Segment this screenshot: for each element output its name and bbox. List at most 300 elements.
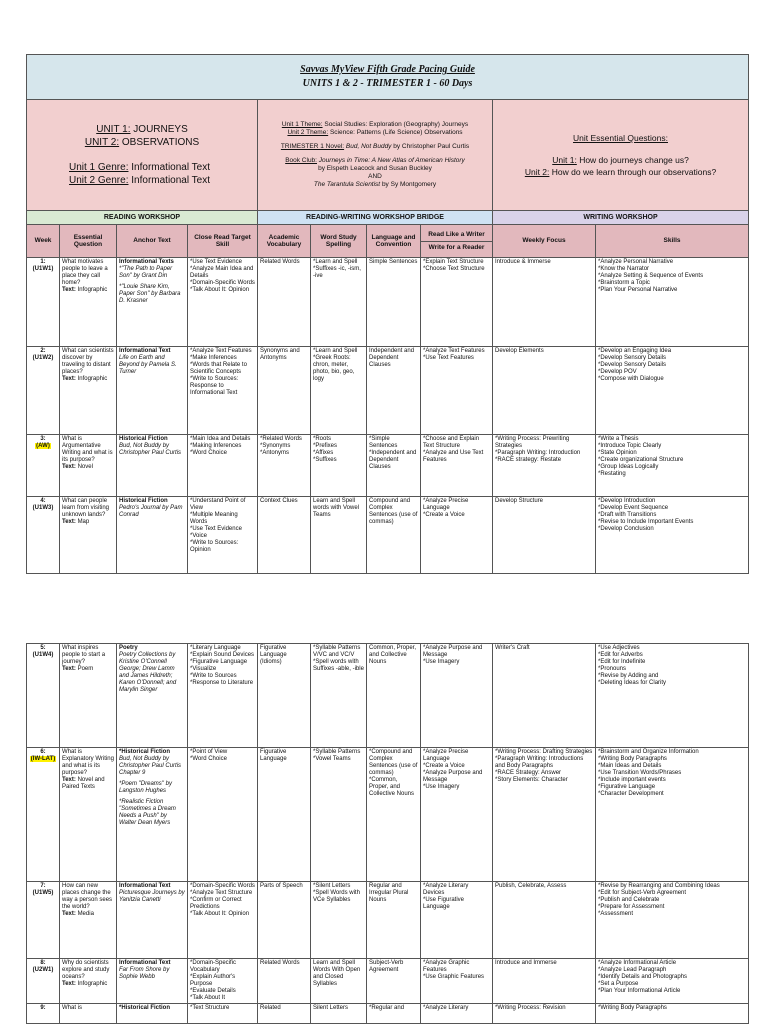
eq-heading: Unit Essential Questions: — [573, 133, 668, 143]
week-code-text: (U1W5) — [32, 890, 54, 896]
skills-cell — [596, 959, 749, 1004]
skills-cell — [596, 1004, 749, 1024]
close-read-cell — [188, 748, 258, 882]
col-read-like-writer — [421, 225, 493, 258]
language-cell — [367, 435, 421, 497]
read-like-writer-cell — [421, 748, 493, 882]
academic-vocab-cell — [258, 748, 311, 882]
week-number: 1: — [40, 259, 46, 265]
academic-vocab-line: *Antonyms — [260, 450, 290, 456]
read-like-writer-label: Read Like a Writer — [421, 231, 492, 242]
weekly-focus-line: Writer's Craft — [495, 645, 530, 651]
week-code-text: (U1W3) — [32, 505, 54, 511]
read-like-writer-cell — [421, 1004, 493, 1024]
skills-line: *Publish and Celebrate — [598, 897, 660, 903]
academic-vocab-line: Related Words — [260, 960, 300, 966]
word-study-line: *Syllable Patterns V/VC and VC/V — [313, 645, 361, 658]
word-study-cell — [311, 882, 367, 959]
skills-line: *Restating — [598, 471, 626, 477]
read-like-writer-line: *Create a Voice — [423, 512, 465, 518]
skills-line: *Use Transition Words/Phrases — [598, 770, 682, 776]
week-row — [27, 748, 749, 882]
bridge-workshop-header: READING-WRITING WORKSHOP BRIDGE — [258, 211, 493, 225]
academic-vocab-line: Synonyms and Antonyms — [260, 348, 300, 361]
week-cell — [27, 258, 60, 347]
skills-line: *Assessment — [598, 911, 634, 917]
text-type-label: Text: — [62, 464, 78, 470]
close-read-line: *Figurative Language — [190, 659, 248, 665]
week-code-text: (U1W1) — [32, 266, 54, 272]
text-type-value: Infographic — [77, 287, 108, 293]
pacing-table-top — [26, 54, 749, 574]
close-read-line: *Domain-Specific Vocabulary — [190, 960, 237, 973]
weekly-focus-cell — [493, 748, 596, 882]
skills-line: *Analyze Setting & Sequence of Events — [598, 273, 704, 279]
col-anchor-text: Anchor Text — [117, 225, 188, 258]
word-study-line: Learn and Spell Words With Open and Closed Syllables — [313, 960, 361, 987]
text-type — [62, 666, 114, 673]
skills-line: *Use Adjectives — [598, 645, 640, 651]
weekly-focus-line: Develop Elements — [495, 348, 544, 354]
academic-vocab-line: Figurative Language — [260, 749, 287, 762]
skills-line: *Edit for Adverbs — [598, 652, 643, 658]
language-line: Common, Proper, and Collective Nouns — [369, 645, 417, 665]
eq1-text: How do journeys change us? — [579, 155, 689, 165]
text-type-value: Map — [77, 519, 90, 525]
academic-vocab-cell — [258, 644, 311, 748]
word-study-line: *Learn and Spell — [313, 259, 358, 265]
close-read-line: *Write to Sources — [190, 673, 237, 679]
club-authors: by Elspeth Leacock and Susan Buckley — [318, 165, 432, 172]
week-cell — [27, 748, 60, 882]
language-line: *Regular and — [369, 1005, 405, 1011]
read-like-writer-cell — [421, 959, 493, 1004]
anchor-text-cell — [117, 882, 188, 959]
essential-question-cell — [60, 347, 117, 435]
word-study-cell — [311, 347, 367, 435]
essential-question-cell — [60, 435, 117, 497]
novel-label: TRIMESTER 1 Novel: — [280, 143, 345, 150]
genre2-value: Informational Text — [131, 175, 211, 186]
eq1-label: Unit 1: — [552, 155, 577, 165]
word-study-line: *Affixes — [313, 450, 334, 456]
skills-cell — [596, 497, 749, 574]
novel-author: by Christopher Paul Curtis — [393, 143, 470, 150]
language-cell — [367, 497, 421, 574]
text-type — [62, 287, 114, 294]
weekly-focus-line: *Writing Process: Drafting Strategies — [495, 749, 593, 755]
skills-line: *Develop an Engaging Idea — [598, 348, 672, 354]
read-like-writer-cell — [421, 347, 493, 435]
skills-line: *Develop POV — [598, 369, 637, 375]
week-number: 2: — [40, 348, 46, 354]
skills-line: *Edit for Subject-Verb Agreement — [598, 890, 687, 896]
skills-cell — [596, 347, 749, 435]
genre2-label: Unit 2 Genre: — [69, 175, 129, 186]
skills-line: *Develop Introduction — [598, 498, 656, 504]
weekly-focus-cell — [493, 497, 596, 574]
read-like-writer-line: *Use Graphic Features — [423, 974, 485, 980]
col-essential-question: Essential Question — [60, 225, 117, 258]
skills-line: *State Opinion — [598, 450, 637, 456]
skills-line: *Develop Sensory Details — [598, 355, 667, 361]
skills-line: *Brainstorm a Topic — [598, 280, 650, 286]
language-line: Independent and Dependent Clauses — [369, 348, 415, 368]
skills-line: *Analyze Informational Article — [598, 960, 677, 966]
skills-line: *Plan Your Informational Article — [598, 988, 681, 994]
title-line-1: Savvas MyView Fifth Grade Pacing Guide — [300, 64, 475, 75]
anchor-title: Bud, Not Buddy by Christopher Paul Curtis — [119, 443, 182, 456]
weekly-focus-line: *RACE strategy: Restate — [495, 457, 562, 463]
week-code — [29, 443, 57, 450]
text-type — [62, 519, 114, 526]
close-read-line: *Text Structure — [190, 1005, 230, 1011]
read-like-writer-line: *Use Figurative Language — [423, 897, 465, 910]
read-like-writer-cell — [421, 258, 493, 347]
language-line: *Independent and Dependent Clauses — [369, 450, 417, 470]
close-read-line: *Write to Sources: Opinion — [190, 540, 239, 553]
read-like-writer-line: *Use Imagery — [423, 659, 460, 665]
skills-line: *Character Development — [598, 791, 664, 797]
close-read-line: *Response to Literature — [190, 680, 254, 686]
read-like-writer-line: *Use Imagery — [423, 784, 460, 790]
text-type-value: Infographic — [77, 376, 108, 382]
close-read-cell — [188, 959, 258, 1004]
text-type-label: Text: — [62, 981, 78, 987]
language-cell — [367, 748, 421, 882]
theme2-value: Science: Patterns (Life Science) Observations — [329, 129, 463, 136]
skills-line: *Writing Body Paragraphs — [598, 756, 667, 762]
week-code — [29, 967, 57, 974]
write-for-reader-label: Write for a Reader — [428, 243, 485, 251]
unit2-label: UNIT 2: — [84, 137, 120, 148]
close-read-line: *Talk About It — [190, 995, 226, 1001]
close-read-line: *Write to Sources: Response to Informational Text — [190, 376, 239, 396]
academic-vocab-line: Related Words — [260, 259, 300, 265]
club-label: Book Club: — [285, 157, 317, 164]
word-study-line: Silent Letters — [313, 1005, 349, 1011]
close-read-line: *Visualize — [190, 666, 217, 672]
genre1-value: Informational Text — [131, 162, 211, 173]
text-type — [62, 981, 114, 988]
themes-cell — [258, 100, 493, 211]
weekly-focus-cell — [493, 882, 596, 959]
week-row — [27, 435, 749, 497]
word-study-line: *Spell Words with VCe Syllables — [313, 890, 360, 903]
language-cell — [367, 644, 421, 748]
novel-title: Bud, Not Buddy — [345, 143, 392, 150]
col-close-read: Close Read Target Skill — [188, 225, 258, 258]
week-code-text: (AW) — [36, 443, 50, 449]
read-like-writer-line: *Analyze Purpose and Message — [423, 770, 483, 783]
close-read-line: *Point of View — [190, 749, 228, 755]
read-like-writer-line: *Choose and Explain Text Structure — [423, 436, 480, 449]
read-like-writer-line: *Create a Voice — [423, 763, 465, 769]
academic-vocab-cell — [258, 347, 311, 435]
anchor-genre: Historical Fiction — [119, 498, 168, 504]
read-like-writer-line: *Analyze Literary — [423, 1005, 469, 1011]
writing-workshop-header: WRITING WORKSHOP — [493, 211, 749, 225]
text-type-value: Media — [77, 911, 94, 917]
word-study-cell — [311, 748, 367, 882]
close-read-cell — [188, 497, 258, 574]
weekly-focus-line: *Writing Process: Prewriting Strategies — [495, 436, 570, 449]
reading-workshop-header: READING WORKSHOP — [27, 211, 258, 225]
language-line: Compound and Complex Sentences (use of commas) — [369, 498, 418, 525]
skills-line: *Revise to Include Important Events — [598, 519, 694, 525]
week-code — [29, 505, 57, 512]
skills-cell — [596, 644, 749, 748]
skills-line: *Include important events — [598, 777, 666, 783]
language-line: *Common, Proper, and Collective Nouns — [369, 777, 415, 797]
club-title-2: The Tarantula Scientist — [313, 181, 381, 188]
theme2-label: Unit 2 Theme: — [287, 129, 329, 136]
close-read-line: *Analyze Text Structure — [190, 890, 253, 896]
text-type-label: Text: — [62, 519, 78, 525]
anchor-title: Picturesque Journeys by Yanitzia Canetti — [119, 890, 185, 903]
week-row — [27, 882, 749, 959]
weekly-focus-line: Introduce & Immerse — [495, 259, 551, 265]
skills-line: *Draft with Transitions — [598, 512, 657, 518]
skills-line: *Prepare for Assessment — [598, 904, 665, 910]
pacing-table-bottom — [26, 643, 749, 1024]
week-code — [29, 266, 57, 273]
word-study-line: *Greek Roots: chron, meter, photo, bio, geo, logy — [313, 355, 355, 382]
word-study-line: *Syllable Patterns — [313, 749, 361, 755]
anchor-text-cell — [117, 644, 188, 748]
club-and: AND — [368, 173, 382, 180]
essential-question-text: What is Argumentative Writing and what is its purpose? — [62, 436, 113, 463]
word-study-line: *Suffixes — [313, 457, 337, 463]
word-study-line: *Prefixes — [313, 443, 338, 449]
col-weekly-focus: Weekly Focus — [493, 225, 596, 258]
text-type-label: Text: — [62, 287, 78, 293]
read-like-writer-line: *Analyze Literary Devices — [423, 883, 469, 896]
language-cell — [367, 882, 421, 959]
weekly-focus-line: Develop Structure — [495, 498, 544, 504]
academic-vocab-cell — [258, 1004, 311, 1024]
unit1-label: UNIT 1: — [96, 124, 131, 135]
word-study-line: *Learn and Spell — [313, 348, 358, 354]
close-read-line: *Making Inferences — [190, 443, 242, 449]
close-read-line: *Confirm or Correct Predictions — [190, 897, 242, 910]
essential-question-cell — [60, 748, 117, 882]
close-read-line: *Multiple Meaning Words — [190, 512, 238, 525]
language-cell — [367, 347, 421, 435]
anchor-title: Far From Shore by Sophie Webb — [119, 967, 170, 980]
skills-line: *Create organizational Structure — [598, 457, 684, 463]
week-row — [27, 1004, 749, 1024]
column-header-row — [27, 225, 749, 258]
week-cell — [27, 959, 60, 1004]
essential-question-cell — [60, 497, 117, 574]
close-read-cell — [188, 644, 258, 748]
close-read-line: *Domain-Specific Words — [190, 280, 255, 286]
anchor-text-cell — [117, 1004, 188, 1024]
essential-question-text: What motivates people to leave a place they call home? — [62, 259, 108, 286]
close-read-line: *Understand Point of View — [190, 498, 246, 511]
academic-vocab-cell — [258, 882, 311, 959]
read-like-writer-line: *Use Text Features — [423, 355, 474, 361]
close-read-cell — [188, 1004, 258, 1024]
text-type-label: Text: — [62, 777, 78, 783]
word-study-cell — [311, 959, 367, 1004]
week-number: 9: — [40, 1005, 46, 1011]
essential-question-cell — [60, 644, 117, 748]
close-read-cell — [188, 347, 258, 435]
close-read-line: *Use Text Evidence — [190, 526, 242, 532]
units-overview — [27, 100, 258, 211]
week-number: 6: — [40, 749, 46, 755]
essential-questions-cell — [493, 100, 749, 211]
anchor-extra: *Poem "Dreams" by Langston Hughes — [119, 781, 172, 794]
close-read-line: *Make Inferences — [190, 355, 237, 361]
anchor-title: *"The Path to Paper Son" by Grant Din — [119, 266, 173, 279]
read-like-writer-cell — [421, 644, 493, 748]
close-read-line: *Analyze Text Features — [190, 348, 252, 354]
skills-cell — [596, 748, 749, 882]
word-study-cell — [311, 1004, 367, 1024]
eq2-label: Unit 2: — [524, 167, 550, 177]
skills-cell — [596, 435, 749, 497]
skills-line: *Group Ideas Logically — [598, 464, 659, 470]
skills-cell — [596, 258, 749, 347]
anchor-text-cell — [117, 347, 188, 435]
anchor-genre: Informational Text — [119, 883, 171, 889]
week-number: 3: — [40, 436, 46, 442]
weekly-focus-line: Introduce and Immerse — [495, 960, 557, 966]
anchor-title: Poetry Collections by Kristine O'Connell George; Drew Lamm and James Hildreth; Karen O'Donnell; and Marylin Singer — [119, 652, 177, 693]
week-number: 4: — [40, 498, 46, 504]
academic-vocab-line: Parts of Speech — [260, 883, 303, 889]
essential-question-cell — [60, 882, 117, 959]
anchor-genre: Poetry — [119, 645, 138, 651]
word-study-cell — [311, 644, 367, 748]
close-read-line: *Words that Relate to Scientific Concepts — [190, 362, 247, 375]
essential-question-text: What is — [62, 1005, 83, 1011]
skills-line: *Brainstorm and Organize Information — [598, 749, 699, 755]
text-type — [62, 376, 114, 383]
skills-line: *Revise by Rearranging and Combining Ideas — [598, 883, 720, 889]
language-line: Simple Sentences — [369, 259, 418, 265]
week-code — [29, 890, 57, 897]
close-read-line: *Use Text Evidence — [190, 259, 242, 265]
text-type-label: Text: — [62, 666, 78, 672]
text-type — [62, 464, 114, 471]
col-skills: Skills — [596, 225, 749, 258]
skills-line: *Identify Details and Photographs — [598, 974, 688, 980]
week-number: 8: — [40, 960, 46, 966]
week-row — [27, 258, 749, 347]
close-read-line: *Word Choice — [190, 450, 227, 456]
close-read-line: *Voice — [190, 533, 208, 539]
close-read-cell — [188, 258, 258, 347]
week-code-text: (U1W2) — [32, 355, 54, 361]
language-line: *Simple Sentences — [369, 436, 398, 449]
word-study-cell — [311, 497, 367, 574]
anchor-genre: *Historical Fiction — [119, 1005, 171, 1011]
academic-vocab-cell — [258, 258, 311, 347]
academic-vocab-line: Figurative Language (Idioms) — [260, 645, 287, 665]
text-type-label: Text: — [62, 911, 78, 917]
text-type-value: Infographic — [77, 981, 108, 987]
skills-line: *Pronouns — [598, 666, 627, 672]
read-like-writer-line: *Analyze Graphic Features — [423, 960, 470, 973]
close-read-line: *Explain Author's Purpose — [190, 974, 236, 987]
close-read-cell — [188, 435, 258, 497]
weekly-focus-cell — [493, 258, 596, 347]
close-read-line: *Domain-Specific Words — [190, 883, 255, 889]
word-study-line: *Silent Letters — [313, 883, 351, 889]
skills-line: *Main Ideas and Details — [598, 763, 662, 769]
col-academic-vocabulary: Academic Vocabulary — [258, 225, 311, 258]
club-title: Journeys in Time: A New Atlas of American History — [318, 157, 465, 164]
skills-line: *Analyze Lead Paragraph — [598, 967, 667, 973]
essential-question-text: What inspires people to start a journey? — [62, 645, 106, 665]
word-study-line: *Vowel Teams — [313, 756, 351, 762]
essential-question-text: What can scientists discover by traveling to distant places? — [62, 348, 114, 375]
word-study-line: *Suffixes -ic, -ism, -ive — [313, 266, 361, 279]
week-code-text: (IW-LAT) — [30, 756, 56, 762]
weekly-focus-cell — [493, 347, 596, 435]
close-read-line: *Explain Sound Devices — [190, 652, 255, 658]
academic-vocab-cell — [258, 959, 311, 1004]
text-type-value: Poem — [77, 666, 94, 672]
skills-line: *Compose with Dialogue — [598, 376, 664, 382]
week-cell — [27, 497, 60, 574]
week-cell — [27, 882, 60, 959]
skills-line: *Develop Conclusion — [598, 526, 654, 532]
language-cell — [367, 959, 421, 1004]
anchor-title: Pedro's Journal by Pam Conrad — [119, 505, 183, 518]
academic-vocab-cell — [258, 435, 311, 497]
week-number: 7: — [40, 883, 46, 889]
close-read-line: *Main Idea and Details — [190, 436, 251, 442]
close-read-line: *Analyze Main Idea and Details — [190, 266, 254, 279]
skills-line: *Develop Sensory Details — [598, 362, 667, 368]
week-code — [29, 652, 57, 659]
academic-vocab-line: *Synonyms — [260, 443, 291, 449]
academic-vocab-line: Context Clues — [260, 498, 298, 504]
read-like-writer-line: *Explain Text Structure — [423, 259, 484, 265]
skills-line: *Revise by Adding and — [598, 673, 659, 679]
genre1-label: Unit 1 Genre: — [69, 162, 129, 173]
skills-line: *Deleting Ideas for Clarity — [598, 680, 667, 686]
week-cell — [27, 435, 60, 497]
word-study-line: *Spell words with Suffixes -able, -ible — [313, 659, 364, 672]
essential-question-text: Why do scientists explore and study oceans? — [62, 960, 110, 980]
academic-vocab-line: *Related Words — [260, 436, 302, 442]
word-study-line: Learn and Spell words with Vowel Teams — [313, 498, 360, 518]
essential-question-text: What can people learn from visiting unknown lands? — [62, 498, 110, 518]
anchor-extra: *Realistic Fiction "Sometimes a Dream Needs a Push" by Walter Dean Myers — [119, 799, 176, 826]
skills-cell — [596, 882, 749, 959]
anchor-title: Life on Earth and Beyond by Pamela S. Turner — [119, 355, 177, 375]
eq2-text: How do we learn through our observations? — [551, 167, 717, 177]
read-like-writer-cell — [421, 435, 493, 497]
anchor-title: Bud, Not Buddy by Christopher Paul Curtis Chapter 9 — [119, 756, 182, 776]
essential-question-cell — [60, 1004, 117, 1024]
essential-question-text: What is Explanatory Writing and what is its purpose? — [62, 749, 114, 776]
anchor-text-cell — [117, 497, 188, 574]
week-cell — [27, 1004, 60, 1024]
anchor-genre: Informational Texts — [119, 259, 174, 265]
weekly-focus-line: Publish, Celebrate, Assess — [495, 883, 567, 889]
word-study-cell — [311, 435, 367, 497]
anchor-genre: *Historical Fiction — [119, 749, 171, 755]
read-like-writer-cell — [421, 882, 493, 959]
language-cell — [367, 258, 421, 347]
